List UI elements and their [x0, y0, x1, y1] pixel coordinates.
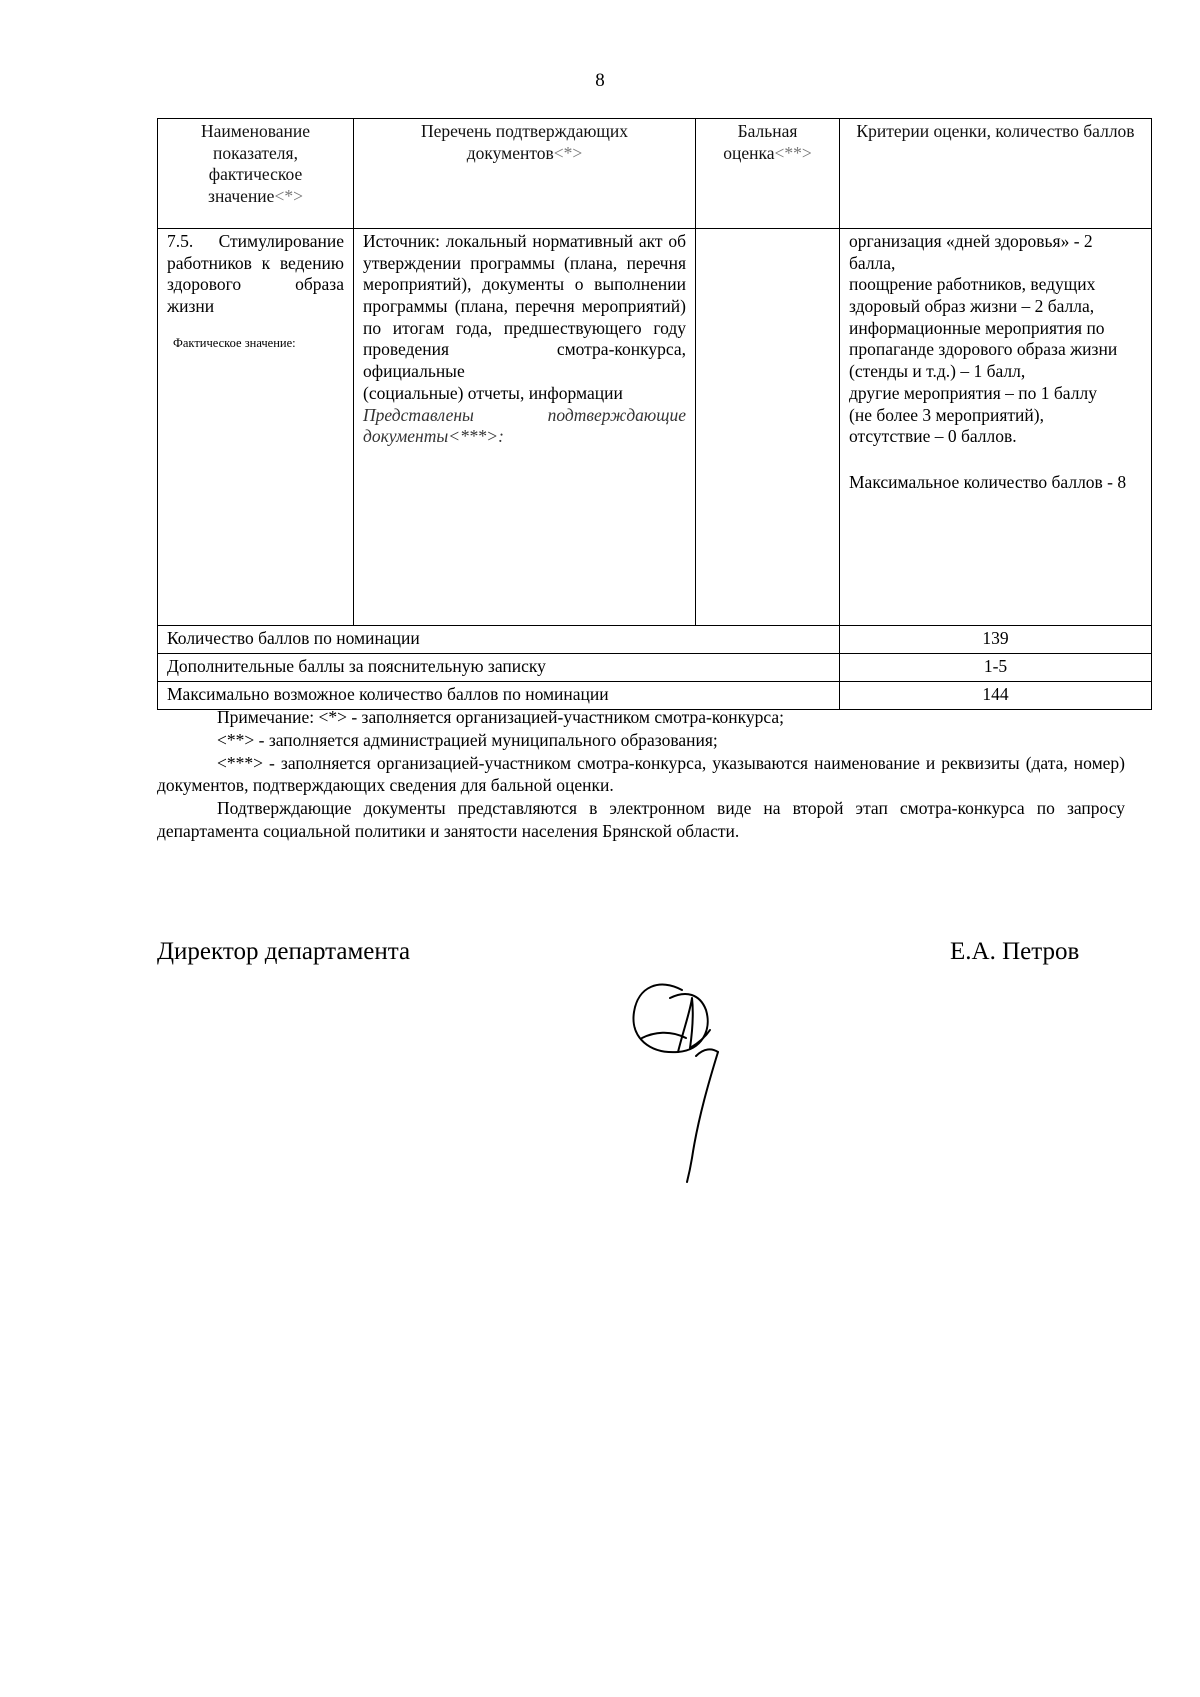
criteria-line: организация «дней здоровья» - 2 балла, [849, 231, 1093, 273]
table-row [158, 229, 1152, 626]
criteria-cell [840, 229, 1152, 626]
provided-documents: Представлены подтверждающие документы<***>: [363, 404, 686, 447]
note-3: <***> - заполняется организацией-участником смотра-конкурса, указываются наименование и реквизиты (дата, номер) документов, подтверждающих сведения для бальной оценки. [157, 752, 1125, 796]
header-score-mark: <**> [774, 142, 812, 163]
criteria-line: информационные мероприятия по пропаганде здорового образа жизни (стенды и т.д.) – 1 балл, [849, 317, 1118, 382]
criteria-line: (не более 3 мероприятий), [849, 404, 1044, 425]
signatory-position: Директор департамента [157, 938, 411, 965]
signatory-name: Е.А. Петров [950, 938, 1080, 965]
criteria-line: поощрение работников, ведущих здоровый образ жизни – 2 балла, [849, 274, 1096, 317]
summary-label: Дополнительные баллы за пояснительную записку [158, 654, 840, 682]
header-criteria: Критерии оценки, количество баллов [840, 119, 1152, 229]
handwritten-signature [620, 968, 780, 1183]
summary-value: 144 [840, 682, 1152, 710]
header-documents-mark: <*> [553, 142, 583, 163]
source-text-end: (социальные) отчеты, информации [363, 382, 623, 403]
notes-section [157, 706, 1125, 843]
fact-value-label: Фактическое значение: [173, 335, 296, 350]
summary-label: Максимально возможное количество баллов по номинации [158, 682, 840, 710]
header-documents: Перечень подтверждающих документов<*> [354, 119, 696, 229]
indicator-name: 7.5. Стимулирование работников к ведению здорового образа жизни [167, 231, 344, 317]
documents-cell [354, 229, 696, 626]
header-score: Бальная оценка<**> [696, 119, 840, 229]
criteria-table [157, 118, 1152, 710]
header-indicator: Наименование показателя, фактическое значение<*> [158, 119, 354, 229]
criteria-line: другие мероприятия – по 1 баллу [849, 382, 1097, 403]
summary-label: Количество баллов по номинации [158, 626, 840, 654]
page-number: 8 [595, 70, 605, 91]
note-1: Примечание: <*> - заполняется организацией-участником смотра-конкурса; [217, 707, 784, 727]
note-2: <**> - заполняется администрацией муниципального образования; [217, 729, 718, 750]
note-4: Подтверждающие документы представляются в электронном виде на второй этап смотра-конкурса по запросу департамента социальной политики и занятости населения Брянской области. [157, 798, 1125, 841]
indicator-cell [158, 229, 354, 626]
summary-row [158, 626, 1152, 654]
criteria-max: Максимальное количество баллов - 8 [849, 471, 1127, 492]
summary-value: 139 [840, 626, 1152, 654]
source-text: Источник: локальный нормативный акт об утверждении программы (плана, перечня мероприятий), документы о выполнении программы (плана, перечня мероприятий) по итогам года, предшествующего году проведения смотра-конкурса, официальные [363, 231, 686, 382]
summary-row [158, 654, 1152, 682]
summary-value: 1-5 [840, 654, 1152, 682]
table-header-row [158, 119, 1152, 229]
score-cell[interactable] [696, 229, 840, 626]
header-indicator-mark: <*> [274, 186, 303, 207]
criteria-line: отсутствие – 0 баллов. [849, 426, 1017, 447]
